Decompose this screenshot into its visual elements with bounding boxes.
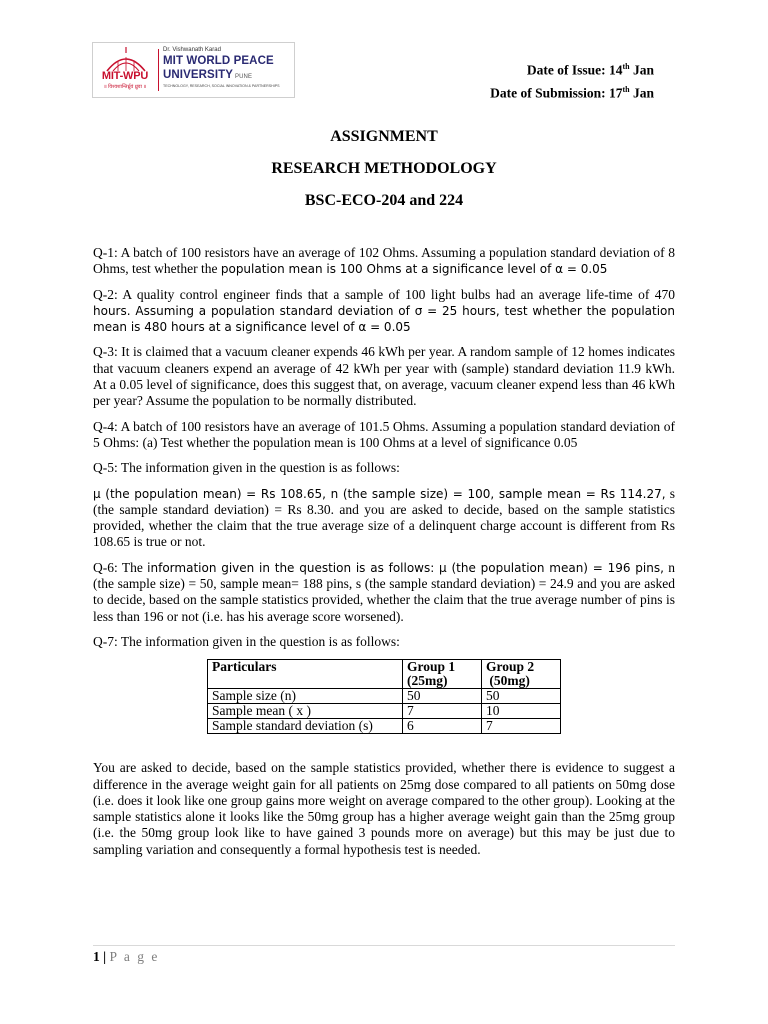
- table-header-row: [208, 660, 561, 689]
- table-cell: 10: [482, 704, 561, 719]
- logo-name-line2: UNIVERSITY PUNE: [163, 69, 253, 81]
- table-cell: 50: [403, 689, 482, 704]
- page-footer: [93, 949, 159, 965]
- course-code: BSC-ECO-204 and 224: [304, 192, 464, 209]
- question-7-intro: Q-7: The information given in the question is as follows:: [93, 633, 400, 649]
- question-2: Q-2: A quality control engineer finds that a sample of 100 light bulbs had an average life-time of 470 hours. Assuming a population standard deviation of σ = 25 hours, test whether the population mean is 480 hours at a significance level of α = 0.05: [93, 286, 675, 335]
- table-row: [208, 719, 561, 734]
- document-titles: [0, 126, 768, 222]
- question-5-body: μ (the population mean) = Rs 108.65, n (the sample size) = 100, sample mean = Rs 114.27, s (the sample standard deviation) = Rs 8.30. and you are asked to decide, based on the sample statistics provided, whether the claim that the true average size of a delinquent charge account is different from Rs 108.65 is true or not.: [93, 485, 675, 550]
- table-cell: 50: [482, 689, 561, 704]
- logo-name-line1: MIT WORLD PEACE: [163, 55, 274, 67]
- table-cell: Sample standard deviation (s): [208, 719, 403, 734]
- questions-content: [93, 245, 675, 867]
- logo-divider: [158, 49, 159, 91]
- table-cell: 6: [403, 719, 482, 734]
- page-number: 1: [93, 949, 100, 964]
- question-7-body: You are asked to decide, based on the sample statistics provided, whether there is evidence to suggest a difference in the average weight gain for all patients on 25mg dose compared to all patients on 50mg dose (i.e. does it look like one group gains more weight on average compared to the other group). Looking at the sample statistics alone it looks like the 50mg group has a higher average weight gain than the 25mg group (i.e. the 50mg group look like to have gained 3 pounds more on average) but this may be just due to sampling variation and consequently a formal hypothesis test is needed.: [93, 760, 675, 857]
- footer-divider: [93, 945, 675, 946]
- logo-founder: Dr. Vishwanath Karad: [163, 47, 221, 53]
- date-block: [490, 57, 654, 102]
- header-group-1: Group 1 (25mg): [403, 660, 482, 689]
- table-row: [208, 704, 561, 719]
- question-1: Q-1: A batch of 100 resistors have an average of 102 Ohms. Assuming a population standard deviation of 8 Ohms, test whether the population mean is 100 Ohms at a significance level of α = 0.05: [93, 245, 675, 277]
- header-group-2: Group 2 (50mg): [482, 660, 561, 689]
- table-row: [208, 689, 561, 704]
- question-5-intro: Q-5: The information given in the question is as follows:: [93, 460, 400, 476]
- logo-city: PUNE: [235, 74, 253, 80]
- question-6: Q-6: The information given in the question is as follows: μ (the population mean) = 196 pins, n (the sample size) = 50, sample mean= 188 pins, s (the sample standard deviation) = 24.9 and you are asked to decide, based on the sample statistics provided, whether the claim that the true average number of pins is less than 196 or not (i.e. has his average score worsened).: [93, 559, 675, 624]
- footer-separator: |: [99, 949, 110, 964]
- logo-short-name: MIT-WPU: [101, 70, 149, 82]
- question-4: Q-4: A batch of 100 resistors have an average of 101.5 Ohms. Assuming a population standard deviation of 5 Ohms: (a) Test whether the population mean is 100 Ohms at a level of significance 0.05: [93, 418, 675, 450]
- header-particulars: Particulars: [208, 660, 403, 689]
- course-title: RESEARCH METHODOLOGY: [271, 160, 497, 177]
- logo-subtagline: TECHNOLOGY, RESEARCH, SOCIAL INNOVATION & PARTNERSHIPS: [163, 84, 280, 88]
- page-label: P a g e: [109, 949, 160, 964]
- date-of-issue: Date of Issue: 14th Jan: [526, 62, 654, 78]
- table-cell: 7: [482, 719, 561, 734]
- question-3: Q-3: It is claimed that a vacuum cleaner expends 46 kWh per year. A random sample of 12 homes indicates that vacuum cleaners expend an average of 42 kWh per year with (sample) standard deviation 11.9 kWh. At a 0.05 level of significance, does this suggest that, on average, vacuum cleaner expend less than 46 kWh per year? Assume the population to be normally distributed.: [93, 344, 675, 409]
- assignment-title: ASSIGNMENT: [330, 128, 438, 145]
- table-cell: 7: [403, 704, 482, 719]
- sample-statistics-table: [207, 659, 561, 734]
- date-of-submission: Date of Submission: 17th Jan: [490, 84, 654, 100]
- university-logo: [92, 42, 295, 98]
- logo-tagline: ॥ विश्वशान्तिर्ध्रुवं ध्रुवा ॥: [103, 84, 147, 90]
- table-cell: Sample mean ( x ): [208, 704, 403, 719]
- table-cell: Sample size (n): [208, 689, 403, 704]
